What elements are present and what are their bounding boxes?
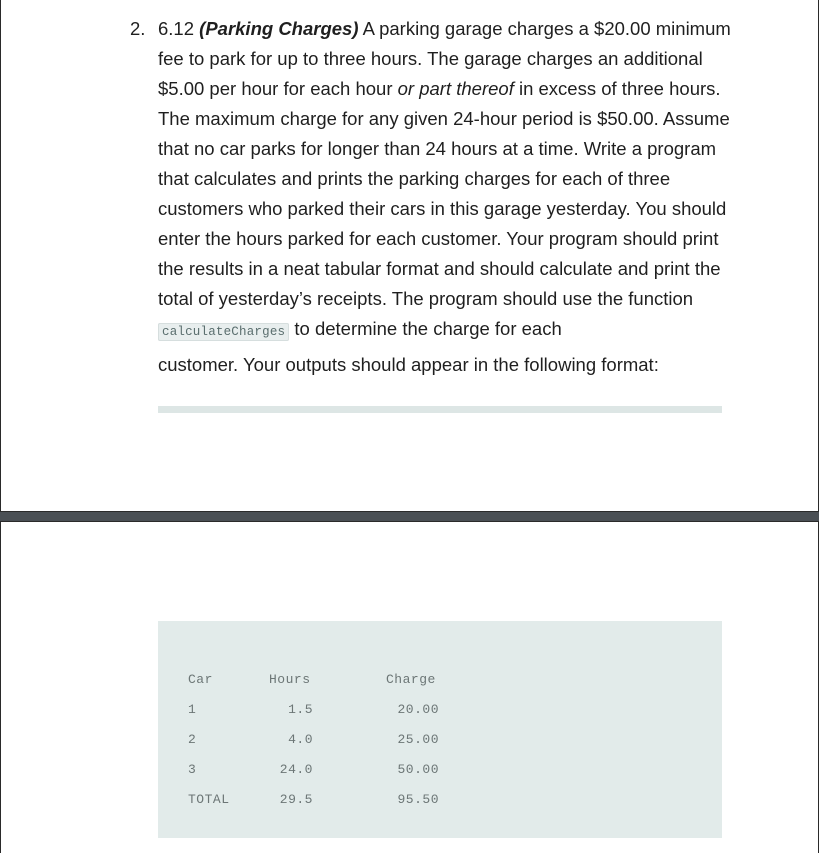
row-2-car: 2: [188, 732, 197, 747]
problem-text-4: customer. Your outputs should appear in the following format:: [158, 354, 659, 375]
row-2-charge: 25.00: [397, 732, 439, 747]
header-charge: Charge: [386, 672, 436, 687]
problem-body: [158, 14, 733, 380]
problem-text-1: A parking garage charges a $20.00 minimum fee to park for up to three hours. The garage charges an additional $5.00 per hour for each hour: [158, 18, 731, 99]
row-3-charge: 50.00: [397, 762, 439, 777]
row-total-label: TOTAL: [188, 792, 230, 807]
header-car: Car: [188, 672, 213, 687]
problem-title: (Parking Charges): [199, 18, 359, 39]
page-gap: [0, 512, 819, 521]
row-2-hours: 4.0: [288, 732, 313, 747]
problem-text-3: to determine the charge for each: [289, 318, 562, 339]
row-total-hours: 29.5: [279, 792, 313, 807]
row-1-charge: 20.00: [397, 702, 439, 717]
header-hours: Hours: [269, 672, 311, 687]
row-1-car: 1: [188, 702, 197, 717]
document-page-2: [0, 521, 819, 853]
row-1-hours: 1.5: [288, 702, 313, 717]
row-3-car: 3: [188, 762, 197, 777]
exercise-id: 6.12: [158, 18, 195, 39]
problem-emphasis: or part thereof: [397, 78, 514, 99]
row-3-hours: 24.0: [279, 762, 313, 777]
code-block-top-edge: [158, 406, 722, 413]
output-table: [158, 621, 722, 838]
problem-number: 2.: [130, 18, 146, 39]
function-name-code: calculateCharges: [158, 323, 289, 341]
row-total-charge: 95.50: [397, 792, 439, 807]
problem-text-2: in excess of three hours. The maximum charge for any given 24-hour period is $50.00. Assume that no car parks for longer than 24 hours at a time. Write a program that calculates and prints the parking charges for each of three customers who parked their cars in this garage yesterday. You should enter the hours parked for each customer. Your program should print the results in a neat tabular format and should calculate and print the total of yesterday’s receipts. The program should use the function: [158, 78, 730, 309]
